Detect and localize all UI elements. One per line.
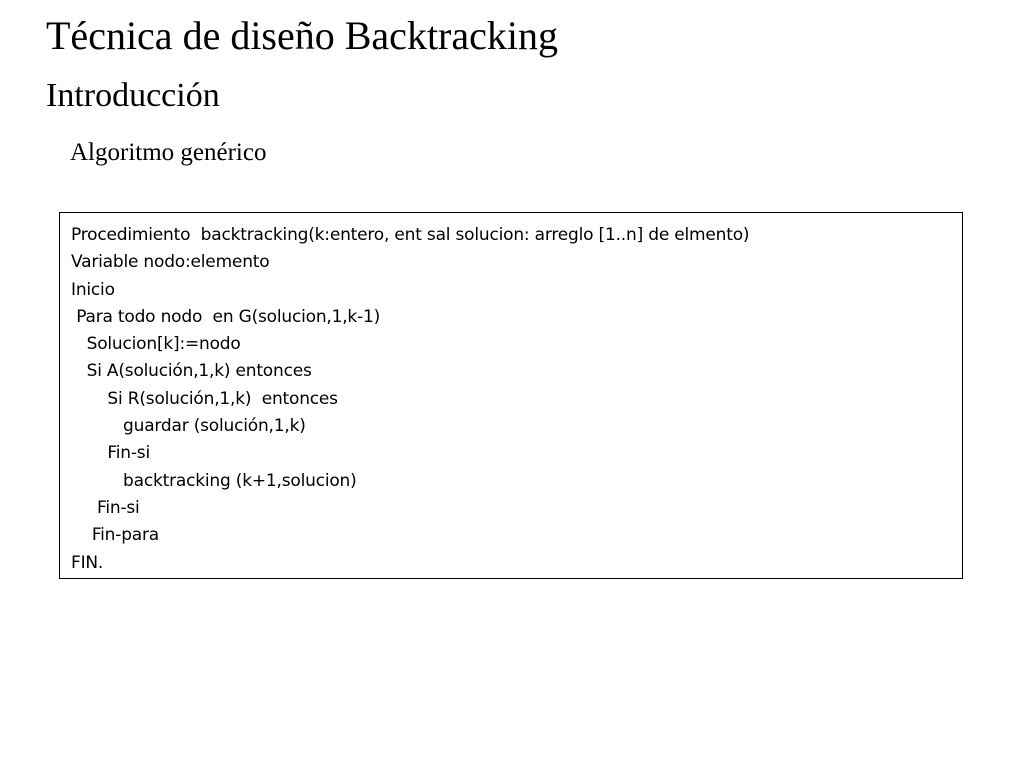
code-line: Fin-si: [71, 497, 140, 518]
code-line: Si R(solución,1,k) entonces: [71, 388, 338, 409]
code-line: Si A(solución,1,k) entonces: [71, 361, 312, 382]
code-line: FIN.: [71, 552, 104, 573]
slide-subtitle: Introducción: [46, 77, 220, 114]
code-line: Procedimiento backtracking(k:entero, ent sal solucion: arreglo [1..n] de elmento): [71, 225, 750, 245]
code-line: backtracking (k+1,solucion): [71, 470, 357, 491]
pseudocode-box: [59, 212, 963, 579]
section-label: Algoritmo genérico: [70, 139, 267, 166]
code-line: Variable nodo:elemento: [71, 252, 270, 273]
code-line: guardar (solución,1,k): [71, 416, 306, 437]
slide-title: Técnica de diseño Backtracking: [46, 13, 558, 58]
code-line: Fin-si: [71, 443, 150, 464]
code-line: Solucion[k]:=nodo: [71, 334, 241, 355]
code-line: Para todo nodo en G(solucion,1,k-1): [71, 306, 381, 327]
code-line: Inicio: [71, 279, 115, 300]
code-line: Fin-para: [71, 525, 160, 546]
